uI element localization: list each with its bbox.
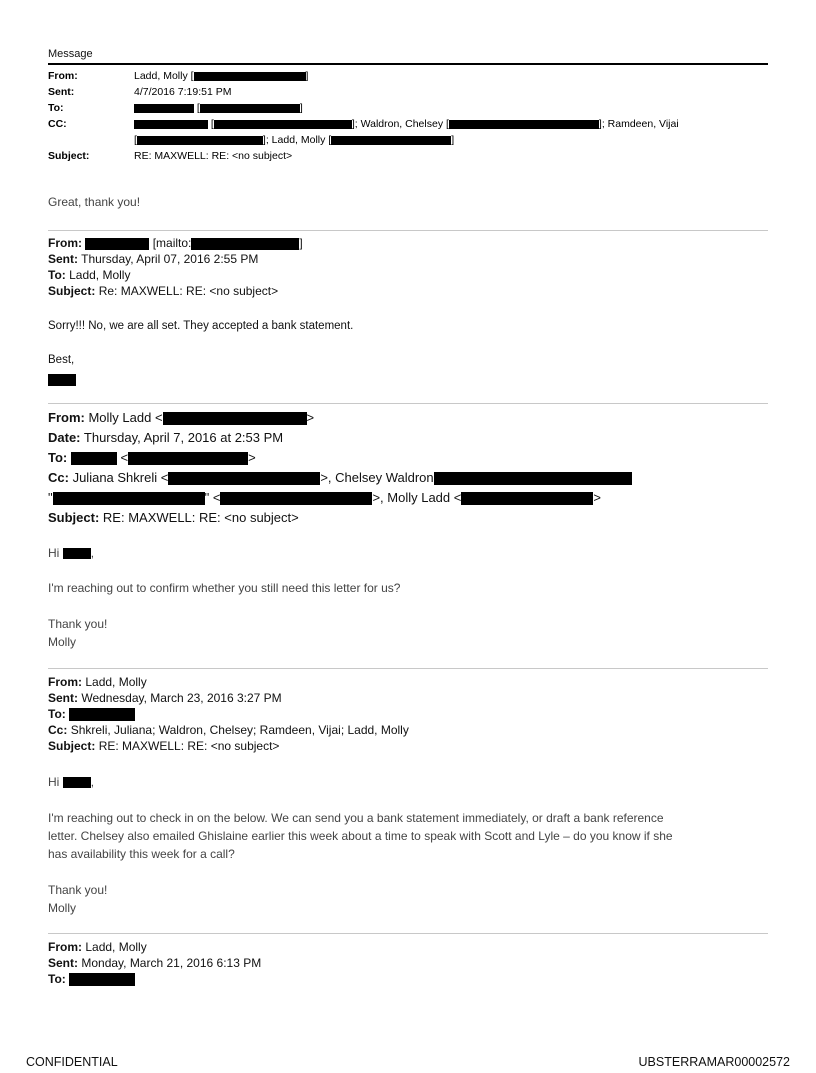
email-2-sent-row: Sent: Thursday, April 07, 2016 2:55 PM: [48, 252, 259, 266]
email-4-cc-row: Cc: Shkreli, Juliana; Waldron, Chelsey; Ramdeen, Vijai; Ladd, Molly: [48, 723, 409, 737]
redaction-block: [71, 452, 117, 465]
redaction-block: [128, 452, 248, 465]
separator: [48, 403, 768, 404]
email-3-from-row: From: Molly Ladd < >: [48, 410, 315, 425]
redaction-block: [194, 72, 306, 81]
email-3-cc-row: Cc: Juliana Shkreli < >, Chelsey Waldron: [48, 470, 632, 485]
redaction-block: [434, 472, 632, 485]
email-5-from-row: From: Ladd, Molly: [48, 940, 147, 954]
email-3-thanks: Thank you!: [48, 617, 108, 631]
email-3-cc-row-2: " " < >, Molly Ladd < >: [48, 490, 601, 505]
message-label: Message: [48, 48, 93, 60]
redaction-block: [53, 492, 205, 505]
header-from-key: From:: [48, 70, 78, 82]
redaction-block: [63, 777, 91, 788]
header-cc-line2: ]; Ladd, Molly [: [262, 134, 332, 146]
email-4-greeting: Hi ,: [48, 775, 95, 789]
header-cc-row: CC: [ ]; Waldron, Chelsey [ ]; Ramdeen, Vijai: [48, 118, 679, 130]
email-3-subject-row: Subject: RE: MAXWELL: RE: <no subject>: [48, 510, 299, 525]
header-cc-row-2: [ ]; Ladd, Molly [ ]: [134, 134, 455, 146]
email-4-subject-row: Subject: RE: MAXWELL: RE: <no subject>: [48, 739, 280, 753]
header-subject-row: [48, 150, 768, 162]
header-cc-mid: ]; Waldron, Chelsey [: [351, 118, 449, 130]
header-to-row: To: [ ]: [48, 102, 303, 114]
email-4-body-line-3: has availability this week for a call?: [48, 847, 235, 861]
redaction-block: [449, 120, 599, 129]
separator: [48, 933, 768, 934]
redaction-block: [168, 472, 320, 485]
header-from-row: From: Ladd, Molly [ ]: [48, 70, 309, 82]
header-subject-key: Subject:: [48, 150, 90, 162]
redaction-block: [69, 708, 135, 721]
header-cc-key: CC:: [48, 118, 67, 130]
email-2-body: Sorry!!! No, we are all set. They accepted a bank statement.: [48, 320, 354, 332]
footer-bates-number: UBSTERRAMAR00002572: [638, 1055, 790, 1069]
redaction-block: [331, 136, 451, 145]
email-3-body: I'm reaching out to confirm whether you still need this letter for us?: [48, 581, 401, 595]
redaction-block: [134, 104, 194, 113]
footer-confidential: CONFIDENTIAL: [26, 1055, 118, 1069]
email-2-from-row: From: [mailto: ]: [48, 236, 303, 250]
email-4-from-row: From: Ladd, Molly: [48, 675, 147, 689]
email-2-to-row: To: Ladd, Molly: [48, 268, 131, 282]
redaction-block: [200, 104, 300, 113]
redaction-block: [163, 412, 307, 425]
redaction-block: [461, 492, 593, 505]
header-sent-value: 4/7/2016 7:19:51 PM: [134, 86, 232, 98]
redaction-block: [63, 548, 91, 559]
email-4-body-line-1: I'm reaching out to check in on the below. We can send you a bank statement immediately, or draft a bank reference: [48, 811, 664, 825]
redaction-block: [191, 238, 299, 250]
separator: [48, 668, 768, 669]
redaction-block: [85, 238, 149, 250]
header-sent-key: Sent:: [48, 86, 75, 98]
header-cc-end: ]; Ramdeen, Vijai: [598, 118, 679, 130]
email-4-sent-row: Sent: Wednesday, March 23, 2016 3:27 PM: [48, 691, 282, 705]
header-from-value: Ladd, Molly [: [134, 70, 194, 82]
redaction-block: [134, 120, 208, 129]
email-4-name: Molly: [48, 901, 77, 915]
reply-text: Great, thank you!: [48, 195, 141, 209]
email-3-name: Molly: [48, 635, 77, 649]
separator: [48, 230, 768, 231]
email-3-greeting: Hi ,: [48, 546, 95, 560]
email-4-thanks: Thank you!: [48, 883, 108, 897]
redaction-block: [220, 492, 372, 505]
email-4-to-row: To:: [48, 707, 135, 721]
email-5-sent-row: Sent: Monday, March 21, 2016 6:13 PM: [48, 956, 262, 970]
email-3-date-row: Date: Thursday, April 7, 2016 at 2:53 PM: [48, 430, 284, 445]
email-2-subject-row: Subject: Re: MAXWELL: RE: <no subject>: [48, 284, 279, 298]
redaction-block: [69, 973, 135, 986]
header-rule: [48, 63, 768, 65]
email-4-body-line-2: letter. Chelsey also emailed Ghislaine earlier this week about a time to speak with Scott and Lyle – do you know if she: [48, 829, 673, 843]
header-to-key: To:: [48, 102, 64, 114]
email-2-signoff: Best,: [48, 354, 75, 366]
redaction-block: [137, 136, 263, 145]
redaction-block: [48, 374, 76, 386]
email-3-to-row: To: < >: [48, 450, 256, 465]
header-subject-value: RE: MAXWELL: RE: <no subject>: [134, 150, 293, 162]
email-5-to-row: To:: [48, 972, 135, 986]
redaction-block: [214, 120, 352, 129]
header-sent-row: [48, 86, 768, 98]
